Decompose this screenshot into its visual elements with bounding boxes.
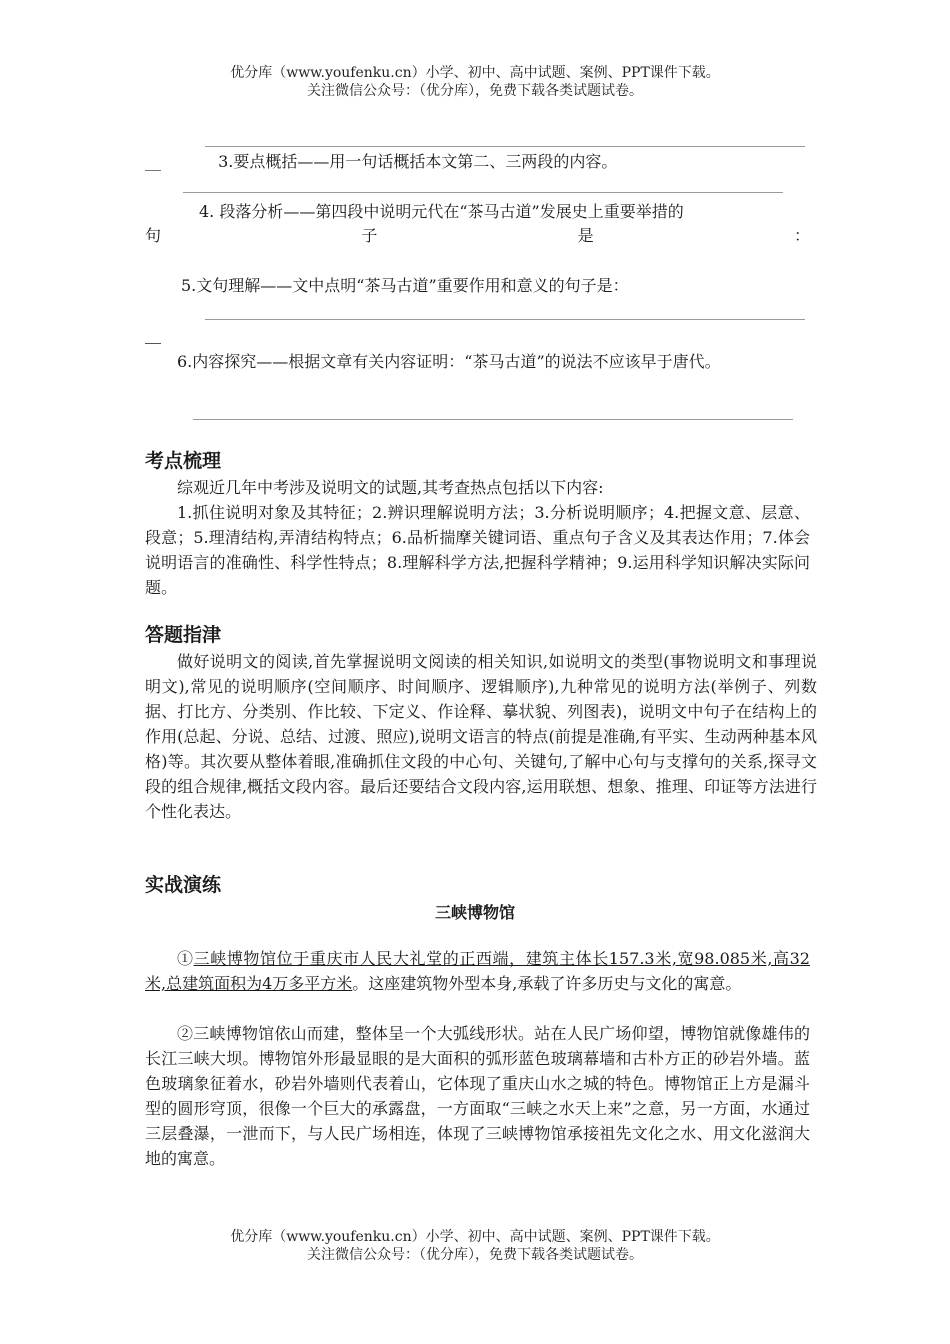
question-4-line-2	[145, 224, 810, 248]
question-4-text: 4. 段落分析——第四段中说明元代在“茶马古道”发展史上重要举措的	[199, 202, 684, 221]
answer-line	[205, 146, 805, 147]
question-4-line-1	[145, 200, 810, 224]
answer-line	[183, 192, 783, 193]
blank-dash	[145, 343, 161, 344]
page-footer	[0, 1228, 950, 1264]
kaodian-intro: 综观近几年中考涉及说明文的试题,其考查热点包括以下内容:	[177, 478, 604, 497]
section-heading-shizhan: 实战演练	[145, 874, 222, 896]
header-line-1: 优分库（www.youfenku.cn）小学、初中、高中试题、案例、PPT课件下载。	[230, 65, 720, 81]
article-paragraph-1	[145, 946, 810, 996]
question-5-text: 5.文句理解——文中点明“茶马古道”重要作用和意义的句子是：	[181, 276, 629, 295]
question-4-char: 句	[145, 226, 162, 245]
section-heading-kaodian: 考点梳理	[145, 450, 222, 472]
paragraph-text: 。这座建筑物外型本身,承载了许多历史与文化的寓意。	[352, 974, 742, 993]
question-6: 6.内容探究——根据文章有关内容证明：“茶马古道”的说法不应该早于唐代。	[177, 352, 721, 371]
header-line-2: 关注微信公众号：（优分库），免费下载各类试题试卷。	[307, 83, 643, 99]
dati-body: 做好说明文的阅读,首先掌握说明文阅读的相关知识,如说明文的类型(事物说明文和事理说明文),常见的说明顺序(空间顺序、时间顺序、逻辑顺序),九种常见的说明方法(举例子、列数据、打比方、分类别、作比较、下定义、作诠释、摹状貌、列图表)，说明文中句子在结构上的作用(总起、分说、总结、过渡、照应),说明文语言的特点(前提是准确,有平实、生动两种基本风格)等。其次要从整体着眼,准确抓住文段的中心句、关键句,了解中心句与支撑句的关系,探寻文段的组合规律,概括文段内容。最后还要结合文段内容,运用联想、想象、推理、印证等方法进行个性化表达。	[145, 652, 817, 821]
page-header	[0, 64, 950, 100]
question-4-char: 子	[361, 226, 378, 245]
question-3-text: 3.要点概括——用一句话概括本文第二、三两段的内容。	[218, 152, 618, 171]
answer-line	[205, 319, 805, 320]
kaodian-body: 1.抓住说明对象及其特征；2.辨识理解说明方法；3.分析说明顺序；4.把握文意、层意、段意；5.理清结构,弄清结构特点；6.品析揣摩关键词语、重点句子含义及其表达作用；7.体会说明语言的准确性、科学性特点；8.理解科学方法,把握科学精神；9.运用科学知识解决实际问题。	[145, 503, 810, 597]
section-heading-dati: 答题指津	[145, 624, 222, 646]
underlined-sentence: 三峡博物馆位于重庆市人民大礼堂的正西端，建筑主体长157.3米,宽98.085米,高32米,总建筑面积为4万多平方米	[145, 949, 810, 993]
answer-line	[193, 419, 793, 420]
question-4-char: ：	[793, 226, 810, 245]
article-title: 三峡博物馆	[434, 903, 515, 922]
footer-line-2: 关注微信公众号：（优分库），免费下载各类试题试卷。	[307, 1247, 643, 1263]
blank-dash: __	[145, 152, 161, 171]
question-5	[145, 274, 810, 298]
question-4-char: 是	[577, 226, 594, 245]
question-3	[145, 150, 810, 174]
article-paragraph-2: ②三峡博物馆依山而建，整体呈一个大弧线形状。站在人民广场仰望，博物馆就像雄伟的长江三峡大坝。博物馆外形最显眼的是大面积的弧形蓝色玻璃幕墙和古朴方正的砂岩外墙。蓝色玻璃象征着水，砂岩外墙则代表着山，它体现了重庆山水之城的特色。博物馆正上方是漏斗型的圆形穹顶，很像一个巨大的承露盘，一方面取“三峡之水天上来”之意，另一方面，水通过三层叠瀑，一泄而下，与人民广场相连，体现了三峡博物馆承接祖先文化之水、用文化滋润大地的寓意。	[145, 1024, 810, 1168]
footer-line-1: 优分库（www.youfenku.cn）小学、初中、高中试题、案例、PPT课件下载。	[230, 1229, 720, 1245]
paragraph-marker: ①	[177, 949, 194, 968]
